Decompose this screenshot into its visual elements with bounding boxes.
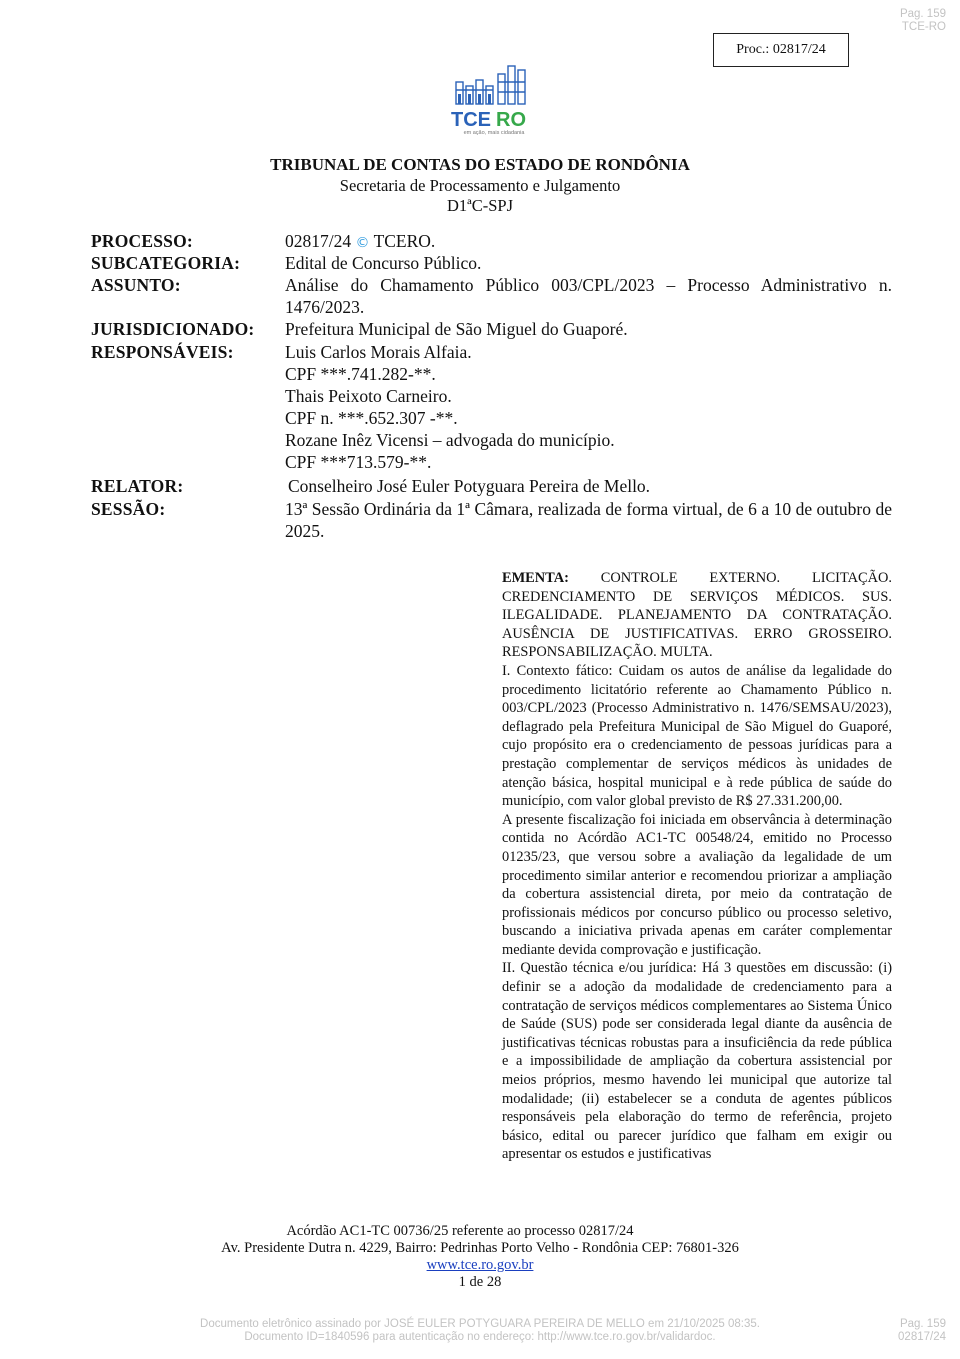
watermark-proc: 02817/24	[898, 1331, 946, 1343]
subcategoria-label: SUBCATEGORIA:	[91, 253, 241, 273]
responsavel-line: CPF n. ***.652.307 -**.	[285, 408, 458, 428]
header-dept: D1ªC-SPJ	[447, 196, 513, 215]
processo-label: PROCESSO:	[91, 231, 193, 251]
assunto-label: ASSUNTO:	[91, 275, 181, 295]
responsavel-line: CPF ***713.579-**.	[285, 452, 432, 472]
responsaveis-list	[285, 341, 892, 473]
process-number-box: Proc.: 02817/24	[713, 33, 849, 67]
watermark-org: TCE-RO	[901, 21, 946, 33]
tcero-logo	[446, 60, 542, 140]
footer-page-number: 1 de 28	[458, 1274, 502, 1290]
header-secretaria: Secretaria de Processamento e Julgamento	[339, 176, 621, 195]
responsavel-line: Luis Carlos Morais Alfaia.	[285, 342, 472, 362]
relator-label: RELATOR:	[91, 476, 184, 496]
processo-number: 02817/24	[285, 231, 352, 251]
footer-acordao: Acórdão AC1-TC 00736/25 referente ao processo 02817/24	[286, 1223, 634, 1239]
header-tribunal: TRIBUNAL DE CONTAS DO ESTADO DE RONDÔNIA	[270, 155, 690, 174]
copyright-icon: ©	[355, 235, 370, 251]
ementa-paragraph: II. Questão técnica e/ou jurídica: Há 3 questões em discussão: (i) definir se a adoção da modalidade de credenciamento para a contratação de serviços médicos complementares ao Sistema Único de Saúde (SUS) pode ser considerada legal diante da ausência de justificativas técnicas robustas para a insuficiência da rede pública e a impossibilidade de ampliação da cobertura assistencial por meios próprios, mesmo havendo lei municipal que autorize tal modalidade; (ii) estabelecer se a conduta de agentes públicos responsáveis pela elaboração do termo de referência, projeto básico, edital ou parecer jurídico que falham em exigir ou apresentar os estudos e justificativas	[502, 960, 892, 1163]
responsaveis-label: RESPONSÁVEIS:	[91, 342, 234, 362]
processo-value	[285, 230, 892, 254]
ementa-paragraph: I. Contexto fático: Cuidam os autos de análise da legalidade do procedimento licitatório referente ao Chamamento Público n. 003/CPL/2023 (Processo Administrativo n. 1476/SEMSAU/2023), deflagrado pela Prefeitura Municipal de São Miguel do Guaporé, cujo propósito era o credenciamento de pessoas jurídicas para a prestação complementar de serviços médicos às unidades de atenção básica, hospital municipal e à rede pública de saúde do município, com valor global previsto de R$ 27.331.200,00.	[502, 662, 892, 810]
logo-tagline: em ação, mais cidadania	[463, 130, 525, 136]
ementa-block	[502, 569, 892, 1164]
assunto-value: Análise do Chamamento Público 003/CPL/2023 – Processo Administrativo n. 1476/2023.	[285, 275, 892, 317]
validation-line: Documento ID=1840596 para autenticação no endereço: http://www.tce.ro.gov.br/validardoc.	[244, 1331, 716, 1343]
responsavel-line: Thais Peixoto Carneiro.	[285, 386, 452, 406]
signature-line: Documento eletrônico assinado por JOSÉ EULER POTYGUARA PEREIRA DE MELLO em 21/10/2025 08:35.	[200, 1318, 760, 1330]
processo-org: TCERO.	[373, 231, 436, 251]
footer-website-link[interactable]: www.tce.ro.gov.br	[426, 1257, 534, 1273]
jurisdicionado-value: Prefeitura Municipal de São Miguel do Guaporé.	[285, 319, 628, 339]
sessao-label: SESSÃO:	[91, 499, 166, 519]
relator-value: Conselheiro José Euler Potyguara Pereira de Mello.	[288, 476, 651, 496]
watermark-top-right	[900, 8, 946, 34]
jurisdicionado-label: JURISDICIONADO:	[91, 319, 255, 339]
tcero-logo-icon	[446, 60, 542, 140]
ementa-label: EMENTA:	[502, 570, 569, 586]
signature-watermark	[0, 1318, 960, 1344]
ementa-paragraph: A presente fiscalização foi iniciada em observância à determinação contida no Acórdão AC1-TC 00548/24, emitido no Processo 01235/23, que versou sobre a avaliação da legalidade de um procedimento similar anterior e recomendou priorizar a ampliação da cobertura assistencial direta, por meio da contratação de profissionais médicos por concurso público ou processo seletivo, buscando a iniciativa privada apenas em caráter complementar mediante devida comprovação e justificação.	[502, 811, 892, 958]
watermark-bottom-right	[898, 1318, 946, 1344]
subcategoria-value: Edital de Concurso Público.	[285, 253, 482, 273]
footer-address: Av. Presidente Dutra n. 4229, Bairro: Pedrinhas Porto Velho - Rondônia CEP: 76801-326	[221, 1240, 739, 1256]
svg-text:RO: RO	[496, 109, 526, 131]
watermark-page: Pag. 159	[899, 1318, 946, 1330]
sessao-value: 13ª Sessão Ordinária da 1ª Câmara, realizada de forma virtual, de 6 a 10 de outubro de 2025.	[285, 499, 892, 541]
ementa-head	[502, 569, 892, 662]
ementa-keywords: CONTROLE EXTERNO. LICITAÇÃO. CREDENCIAMENTO DE SERVIÇOS MÉDICOS. SUS. ILEGALIDADE. PLANEJAMENTO DA CONTRATAÇÃO. AUSÊNCIA DE JUSTIFICATIVAS. ERRO GROSSEIRO. RESPONSABILIZAÇÃO. MULTA.	[502, 570, 892, 661]
svg-text:TCE: TCE	[451, 109, 491, 131]
watermark-page: Pag. 159	[899, 8, 946, 20]
responsavel-line: Rozane Inêz Vicensi – advogada do município.	[285, 430, 615, 450]
responsavel-line: CPF ***.741.282-**.	[285, 364, 436, 384]
footer	[0, 1223, 960, 1291]
